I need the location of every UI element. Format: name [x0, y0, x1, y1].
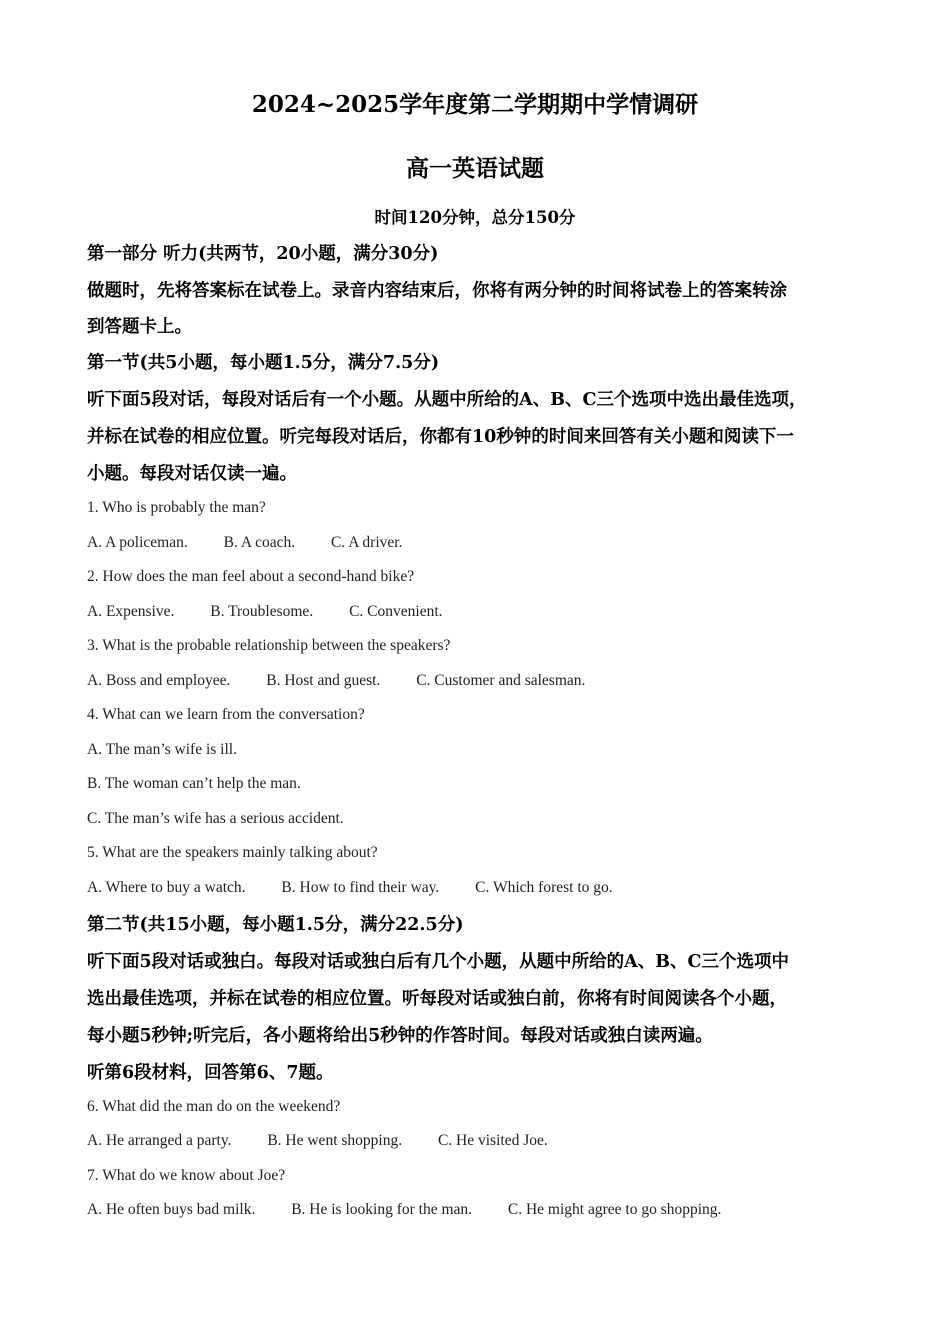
- q4-option-b: B. The woman can’t help the man.: [87, 775, 301, 792]
- section2-instruction-line2: 选出最佳选项，并标在试卷的相应位置。听每段对话或独白前，你将有时间阅读各个小题，: [87, 989, 787, 1009]
- q2-option-b: B. Troublesome.: [210, 603, 314, 620]
- q2-option-a: A. Expensive.: [87, 603, 175, 620]
- q4-stem: 4. What can we learn from the conversation?: [87, 706, 365, 723]
- q6-option-a: A. He arranged a party.: [87, 1132, 232, 1149]
- q5-option-c: C. Which forest to go.: [475, 879, 613, 896]
- q7-option-c: C. He might agree to go shopping.: [507, 1201, 722, 1218]
- section1-instruction-line2: 并标在试卷的相应位置。听完每段对话后，你都有10秒钟的时间来回答有关小题和阅读下一: [87, 427, 794, 447]
- q6-options: [87, 1132, 548, 1150]
- section1-instruction-line1: 听下面5段对话，每段对话后有一个小题。从题中所给的A、B、C三个选项中选出最佳选项，: [87, 390, 807, 410]
- part1-instruction-line1: 做题时，先将答案标在试卷上。录音内容结束后，你将有两分钟的时间将试卷上的答案转涂: [87, 281, 787, 301]
- part1-instruction-line2: 到答题卡上。: [87, 317, 192, 337]
- section1-instruction-line3: 小题。每段对话仅读一遍。: [87, 464, 297, 484]
- q7-options: [87, 1201, 721, 1219]
- q3-options: [87, 672, 585, 690]
- q5-option-b: B. How to find their way.: [281, 879, 440, 896]
- q5-option-a: A. Where to buy a watch.: [87, 879, 246, 896]
- q1-option-a: A. A policeman.: [87, 534, 188, 551]
- section2-heading: 第二节(共15小题，每小题1.5分，满分22.5分): [87, 915, 464, 935]
- exam-title: 2024~2025学年度第二学期期中学情调研: [251, 91, 699, 118]
- section2-instruction-line3: 每小题5秒钟;听完后，各小题将给出5秒钟的作答时间。每段对话或独白读两遍。: [87, 1026, 713, 1046]
- q3-option-c: C. Customer and salesman.: [416, 672, 586, 689]
- section1-heading: 第一节(共5小题，每小题1.5分，满分7.5分): [87, 353, 440, 373]
- section2-instruction-line1: 听下面5段对话或独白。每段对话或独白后有几个小题，从题中所给的A、B、C三个选项中: [87, 952, 789, 972]
- q7-option-a: A. He often buys bad milk.: [87, 1201, 256, 1218]
- exam-subject: 高一英语试题: [406, 155, 544, 182]
- q1-option-c: C. A driver.: [330, 534, 403, 551]
- q4-option-a: A. The man’s wife is ill.: [87, 741, 237, 758]
- q3-option-a: A. Boss and employee.: [87, 672, 231, 689]
- q7-stem: 7. What do we know about Joe?: [87, 1167, 286, 1184]
- q2-stem: 2. How does the man feel about a second-hand bike?: [87, 568, 415, 585]
- time-and-score: 时间120分钟，总分150分: [374, 208, 576, 227]
- q2-option-c: C. Convenient.: [349, 603, 443, 620]
- q7-option-b: B. He is looking for the man.: [291, 1201, 473, 1218]
- q5-options: [87, 879, 613, 897]
- q3-option-b: B. Host and guest.: [266, 672, 381, 689]
- q6-option-c: C. He visited Joe.: [437, 1132, 548, 1149]
- q6-option-b: B. He went shopping.: [267, 1132, 403, 1149]
- q1-option-b: B. A coach.: [223, 534, 296, 551]
- q3-stem: 3. What is the probable relationship between the speakers?: [87, 637, 451, 654]
- q6-stem: 6. What did the man do on the weekend?: [87, 1098, 341, 1115]
- q5-stem: 5. What are the speakers mainly talking about?: [87, 844, 378, 861]
- part1-heading: 第一部分 听力(共两节，20小题，满分30分): [87, 244, 439, 264]
- q1-options: [87, 534, 402, 552]
- q1-stem: 1. Who is probably the man?: [87, 499, 266, 516]
- q2-options: [87, 603, 443, 621]
- material6-heading: 听第6段材料，回答第6、7题。: [87, 1063, 334, 1083]
- q4-option-c: C. The man’s wife has a serious accident.: [87, 810, 344, 827]
